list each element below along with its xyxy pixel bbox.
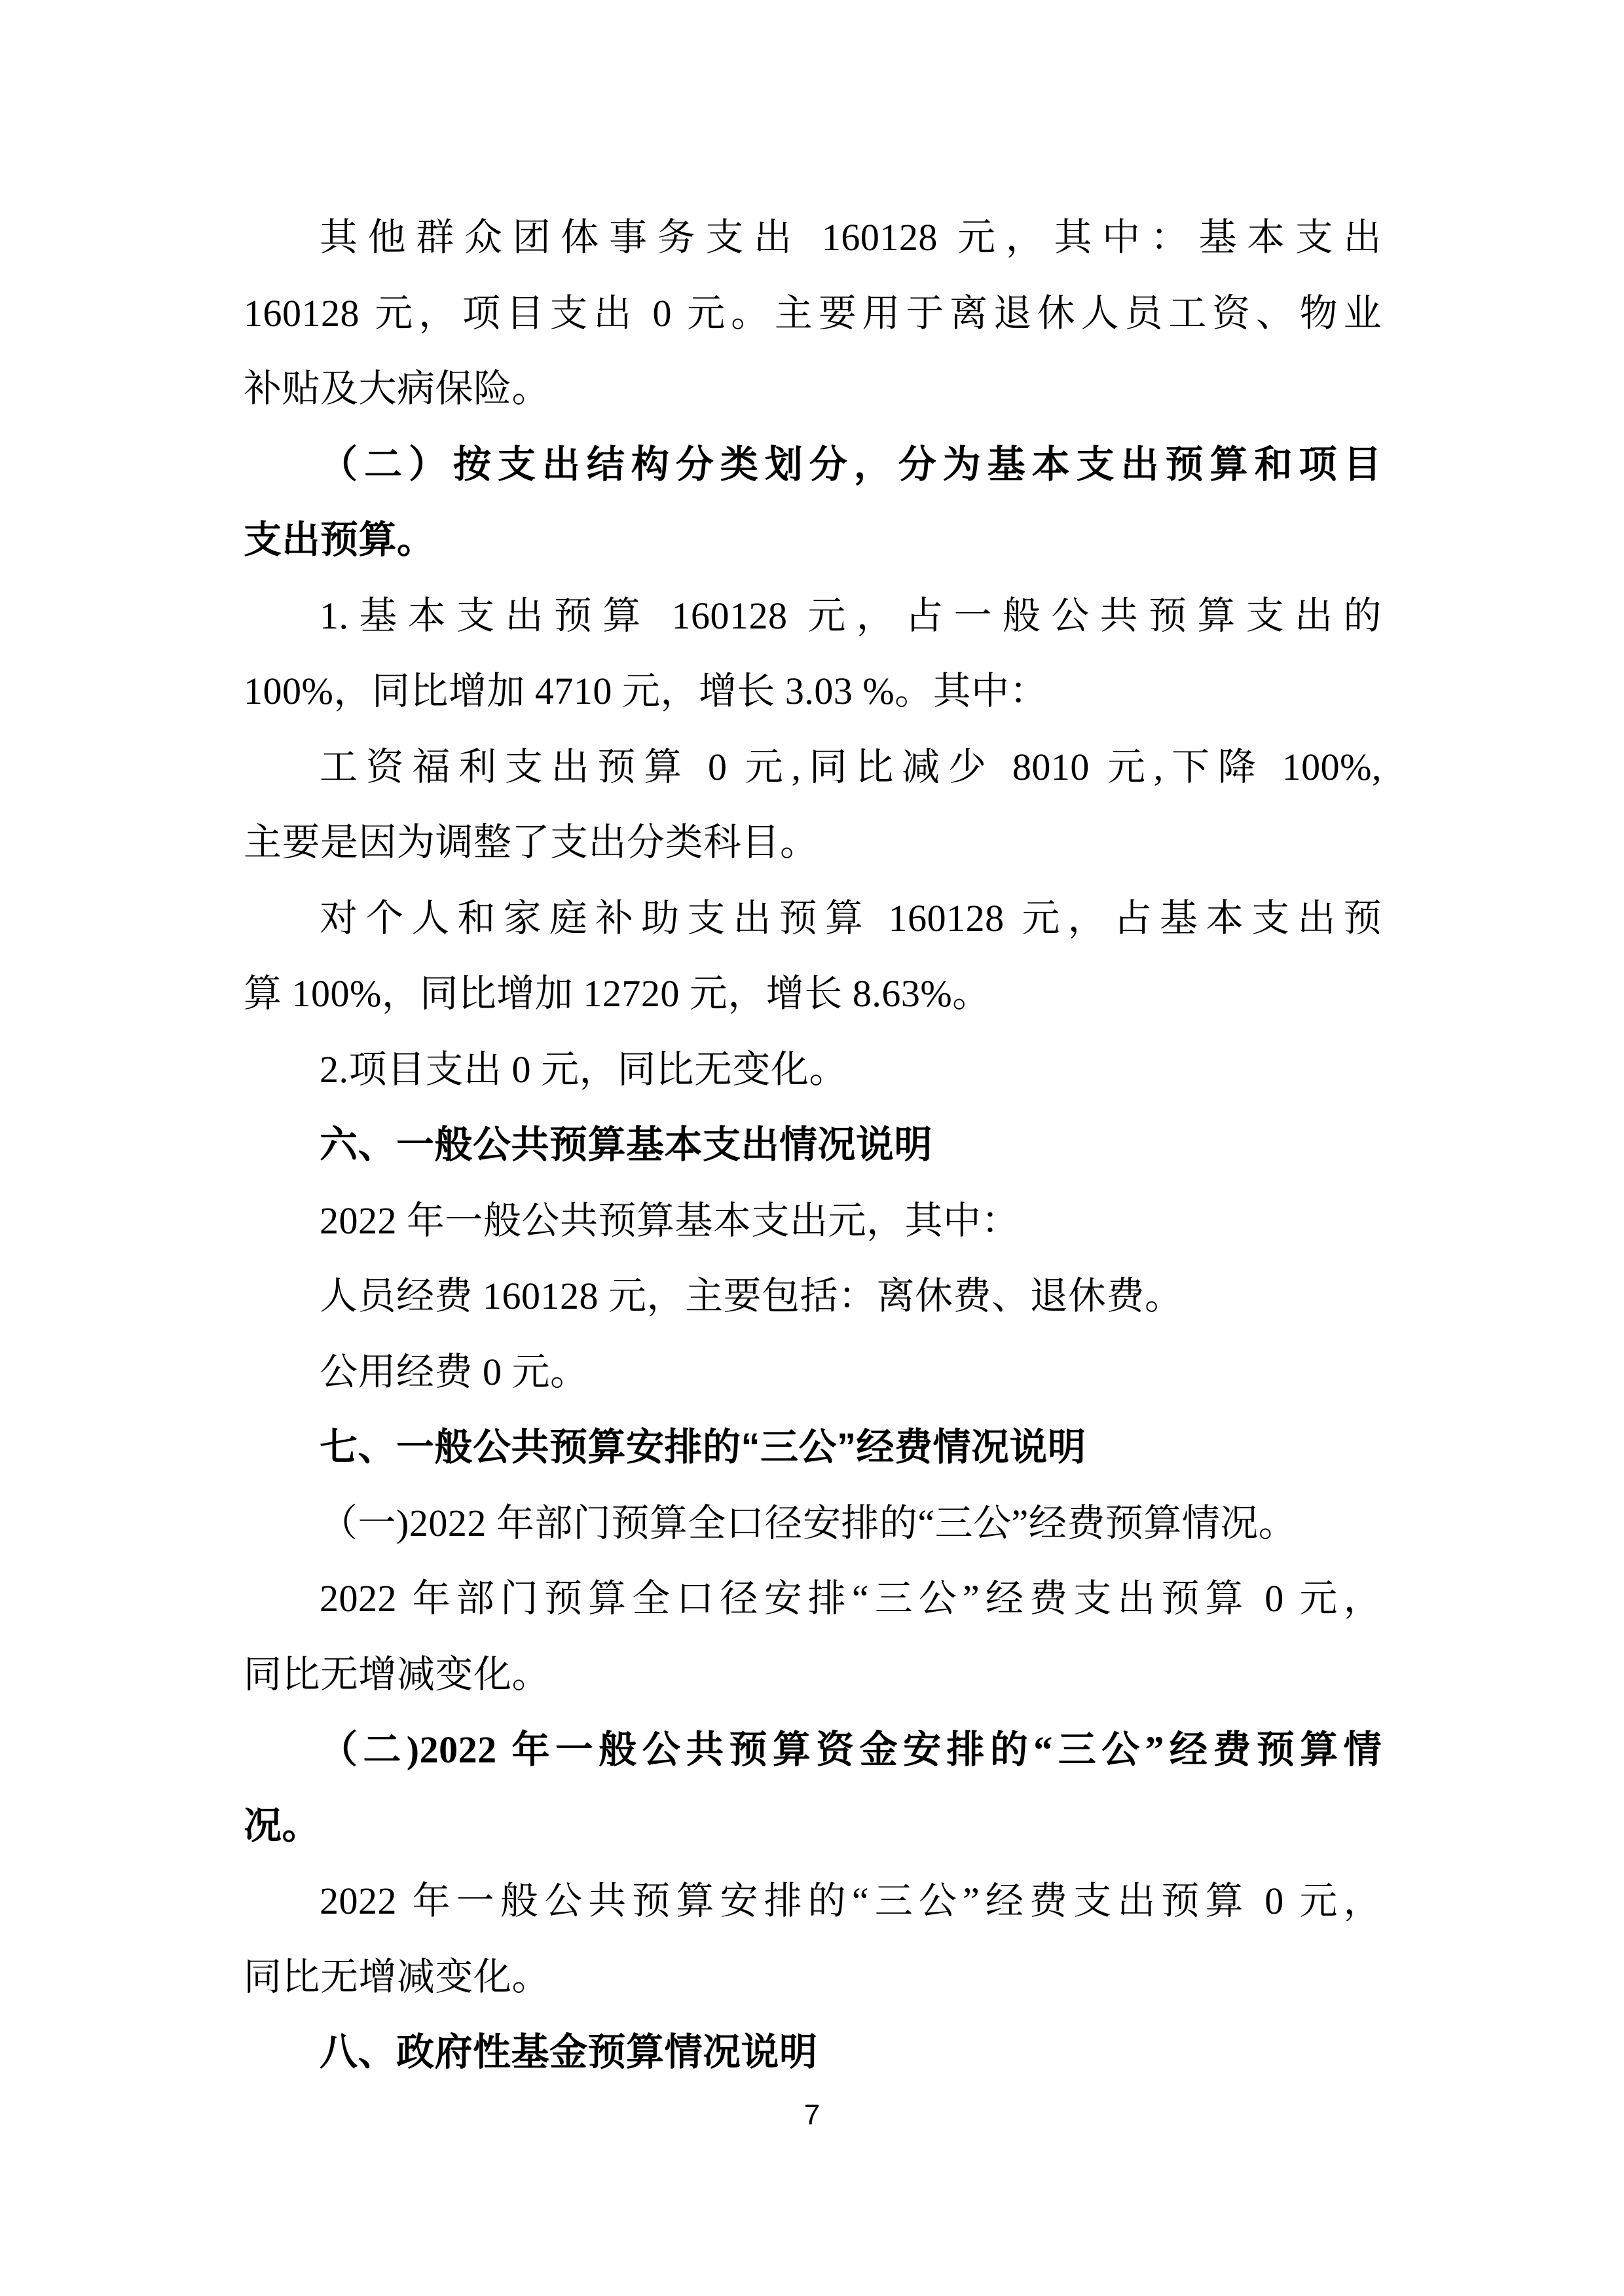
text-line: 同比无增减变化。: [244, 1652, 551, 1696]
text-line: 2022 年一般公共预算基本支出元，其中：: [320, 1199, 1020, 1242]
text-line: 2022 年部门预算全口径安排“三公”经费支出预算 0 元，: [320, 1577, 1382, 1620]
text-line: 其他群众团体事务支出 160128 元，其中：基本支出: [320, 216, 1382, 259]
document-content: [244, 200, 1382, 2090]
text-line: 2.项目支出 0 元，同比无变化。: [320, 1048, 848, 1091]
text-line: 人员经费 160128 元，主要包括：离休费、退休费。: [320, 1275, 1183, 1317]
text-line: （一)2022 年部门预算全口径安排的“三公”经费预算情况。: [320, 1501, 1297, 1544]
text-line: 2022 年一般公共预算安排的“三公”经费支出预算 0 元，: [320, 1880, 1382, 1922]
page-number: 7: [803, 2099, 821, 2131]
text-line: （二）按支出结构分类划分，分为基本支出预算和项目: [320, 443, 1382, 486]
text-line: 八、政府性基金预算情况说明: [320, 2031, 818, 2073]
text-line: 主要是因为调整了支出分类科目。: [244, 821, 819, 864]
text-line: 补贴及大病保险。: [244, 367, 551, 410]
text-line: 100%，同比增加 4710 元，增长 3.03 %。其中：: [244, 670, 1048, 712]
text-line: 1.基本支出预算 160128 元，占一般公共预算支出的: [320, 594, 1382, 637]
text-line: （二)2022 年一般公共预算资金安排的“三公”经费预算情: [320, 1728, 1382, 1771]
text-line: 六、一般公共预算基本支出情况说明: [320, 1123, 933, 1166]
text-line: 七、一般公共预算安排的“三公”经费情况说明: [320, 1426, 1086, 1468]
text-line: 对个人和家庭补助支出预算 160128 元，占基本支出预: [320, 896, 1382, 939]
text-line: 支出预算。: [244, 519, 435, 561]
text-line: 算 100%，同比增加 12720 元，增长 8.63%。: [244, 972, 991, 1015]
text-line: 同比无增减变化。: [244, 1955, 551, 1998]
text-line: 公用经费 0 元。: [320, 1350, 589, 1393]
text-line: 工资福利支出预算 0 元,同比减少 8010 元,下降 100%,: [320, 745, 1382, 788]
text-line: 160128 元，项目支出 0 元。主要用于离退休人员工资、物业: [244, 291, 1382, 335]
text-line: 况。: [244, 1804, 321, 1847]
